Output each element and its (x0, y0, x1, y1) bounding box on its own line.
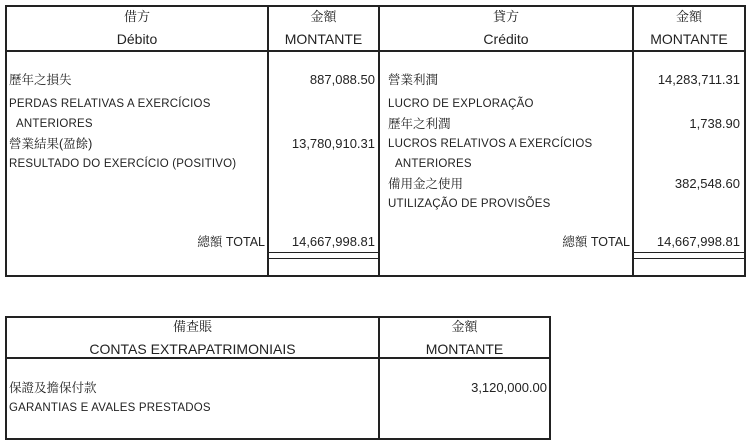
debit-item-amount: 13,780,910.31 (291, 136, 375, 151)
credit-header-zh: 貸方 (492, 9, 519, 24)
debit-item-label-pt: RESULTADO DO EXERCÍCIO (POSITIVO) (9, 158, 237, 170)
total-line (267, 252, 380, 253)
debit-amount-header (269, 6, 378, 50)
credit-item-label-zh: 備用金之使用 (388, 177, 464, 191)
debit-item-label-pt: PERDAS RELATIVAS A EXERCÍCIOS (9, 98, 211, 110)
credit-item-amount: 382,548.60 (674, 176, 740, 191)
debit-amount-header-pt: MONTANTE (284, 31, 363, 47)
debit-item-label-zh: 營業結果(盈餘) (9, 137, 93, 151)
debit-header (7, 6, 267, 50)
memo-header-pt: CONTAS EXTRAPATRIMONIAIS (89, 341, 296, 357)
debit-item-label-zh: 歷年之損失 (9, 73, 72, 87)
credit-header-pt: Crédito (483, 31, 529, 47)
debit-item-amount: 887,088.50 (309, 72, 375, 87)
credit-item-amount: 14,283,711.31 (657, 72, 740, 87)
credit-item-label-pt: UTILIZAÇÃO DE PROVISÕES (388, 198, 551, 210)
memo-item-label-zh: 保證及擔保付款 (9, 381, 97, 395)
debit-amount-header-zh: 金額 (310, 9, 337, 24)
credit-item-label-zh: 歷年之利潤 (388, 117, 451, 131)
credit-item-amount: 1,738.90 (689, 116, 740, 131)
memo-amount-header-zh: 金額 (451, 319, 478, 334)
credit-item-label-pt: LUCROS RELATIVOS A EXERCÍCIOS (388, 138, 593, 150)
debit-header-pt: Débito (116, 31, 158, 47)
debit-total-amount: 14,667,998.81 (291, 234, 375, 249)
memo-header-zh: 備查賬 (172, 319, 212, 334)
total-line (632, 252, 746, 253)
memo-item-label-pt: GARANTIAS E AVALES PRESTADOS (9, 402, 211, 414)
debit-header-zh: 借方 (123, 9, 150, 24)
memo-amount-header-pt: MONTANTE (425, 341, 504, 357)
credit-amount-header-zh: 金額 (675, 9, 702, 24)
total-line (267, 258, 380, 259)
credit-item-label-pt-cont: ANTERIORES (395, 158, 472, 170)
credit-header (380, 6, 632, 50)
header-separator (5, 50, 746, 52)
credit-item-label-pt: LUCRO DE EXPLORAÇÃO (388, 98, 534, 110)
credit-amount-header-pt: MONTANTE (650, 31, 728, 47)
credit-total-label: 總額 TOTAL (562, 235, 630, 249)
credit-amount-header (634, 6, 744, 50)
memo-amount-header (380, 316, 549, 360)
debit-total-label: 總額 TOTAL (197, 235, 265, 249)
credit-total-amount: 14,667,998.81 (656, 234, 740, 249)
memo-header (7, 316, 378, 360)
memo-item-amount: 3,120,000.00 (471, 380, 547, 395)
debit-item-label-pt-cont: ANTERIORES (16, 118, 93, 130)
credit-item-label-zh: 營業利潤 (388, 73, 439, 87)
total-line (632, 258, 746, 259)
